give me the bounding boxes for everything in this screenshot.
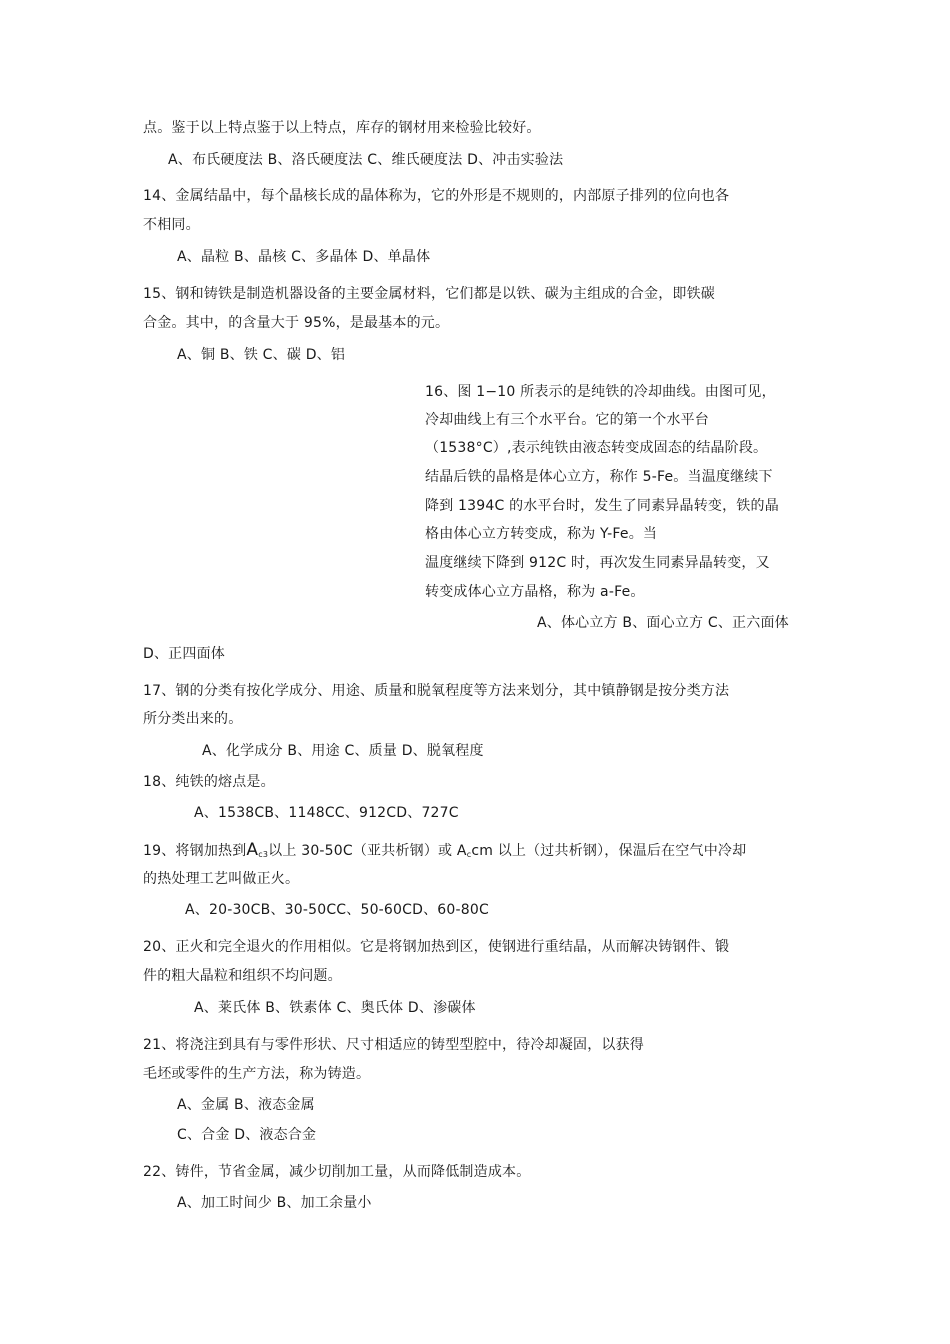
question-19 <box>143 840 746 865</box>
question-18: 18、纯铁的熔点是。 <box>143 774 275 790</box>
text-line: 温度继续下降到 912C 时，再次发生同素异晶转变，又 <box>425 555 770 571</box>
text-line: （1538°C）,表示纯铁由液态转变成固态的结晶阶段。 <box>425 440 768 456</box>
answer-options-18: A、1538CB、1148CC、912CD、727C <box>194 805 459 821</box>
text-line: 转变成体心立方晶格，称为 a-Fe。 <box>425 584 645 600</box>
answer-options-13: A、布氏硬度法 B、洛氏硬度法 C、维氏硬度法 D、冲击实验法 <box>168 152 564 168</box>
text-span: 19、将钢加热到 <box>143 843 247 859</box>
text-line: 结晶后铁的晶格是体心立方，称作 5-Fe。当温度继续下 <box>425 469 773 485</box>
subscript-c: c <box>466 850 472 859</box>
text-line: 降到 1394C 的水平台时，发生了同素异晶转变，铁的晶 <box>425 498 779 514</box>
text-line: 点。鉴于以上特点鉴于以上特点，库存的钢材用来检验比较好。 <box>143 120 541 136</box>
answer-options-14: A、晶粒 B、晶核 C、多晶体 D、单晶体 <box>177 249 431 265</box>
question-21: 21、将浇注到具有与零件形状、尺寸相适应的铸型型腔中，待冷却凝固，以获得 <box>143 1037 645 1053</box>
text-span: 以上 30-50C（亚共析钢）或 A <box>268 843 467 859</box>
question-16: 16、图 1−10 所表示的是纯铁的冷却曲线。由图可见， <box>425 384 776 400</box>
text-line: 件的粗大晶粒和组织不均问题。 <box>143 968 342 984</box>
text-line: 的热处理工艺叫做正火。 <box>143 871 300 887</box>
text-line: 冷却曲线上有三个水平台。它的第一个水平台 <box>425 412 709 428</box>
text-span: cm 以上（过共析钢），保温后在空气中冷却 <box>471 843 747 859</box>
subscript-c3: c3 <box>258 850 269 859</box>
question-17: 17、钢的分类有按化学成分、用途、质量和脱氧程度等方法来划分，其中镇静钢是按分类方法 <box>143 683 730 699</box>
answer-options-21-ab: A、金属 B、液态金属 <box>177 1097 315 1113</box>
text-line: 合金。其中，的含量大于 95%，是最基本的元。 <box>143 315 450 331</box>
answer-option-16-d: D、正四面体 <box>143 646 225 662</box>
text-line: 所分类出来的。 <box>143 711 243 727</box>
text-line: 不相同。 <box>143 217 200 233</box>
question-20: 20、正火和完全退火的作用相似。它是将钢加热到区，使钢进行重结晶，从而解决铸钢件、锻 <box>143 939 730 955</box>
text-line: 格由体心立方转变成，称为 Y-Fe。当 <box>425 526 658 542</box>
question-14: 14、金属结晶中，每个晶核长成的晶体称为，它的外形是不规则的，内部原子排列的位向也各 <box>143 188 730 204</box>
text-line: 毛坯或零件的生产方法，称为铸造。 <box>143 1066 371 1082</box>
answer-options-15: A、铜 B、铁 C、碳 D、铝 <box>177 347 346 363</box>
answer-options-19: A、20-30CB、30-50CC、50-60CD、60-80C <box>185 902 489 918</box>
answer-options-21-cd: C、合金 D、液态合金 <box>177 1127 317 1143</box>
answer-options-22: A、加工时间少 B、加工余量小 <box>177 1195 372 1211</box>
answer-options-17: A、化学成分 B、用途 C、质量 D、脱氧程度 <box>202 743 484 759</box>
question-15: 15、钢和铸铁是制造机器设备的主要金属材料，它们都是以铁、碳为主组成的合金，即铁碳 <box>143 286 716 302</box>
answer-options-16: A、体心立方 B、面心立方 C、正六面体 <box>537 615 789 631</box>
question-22: 22、铸件，节省金属，减少切削加工量，从而降低制造成本。 <box>143 1164 531 1180</box>
symbol-a: A <box>246 840 259 860</box>
answer-options-20: A、莱氏体 B、铁素体 C、奥氏体 D、渗碳体 <box>194 1000 476 1016</box>
